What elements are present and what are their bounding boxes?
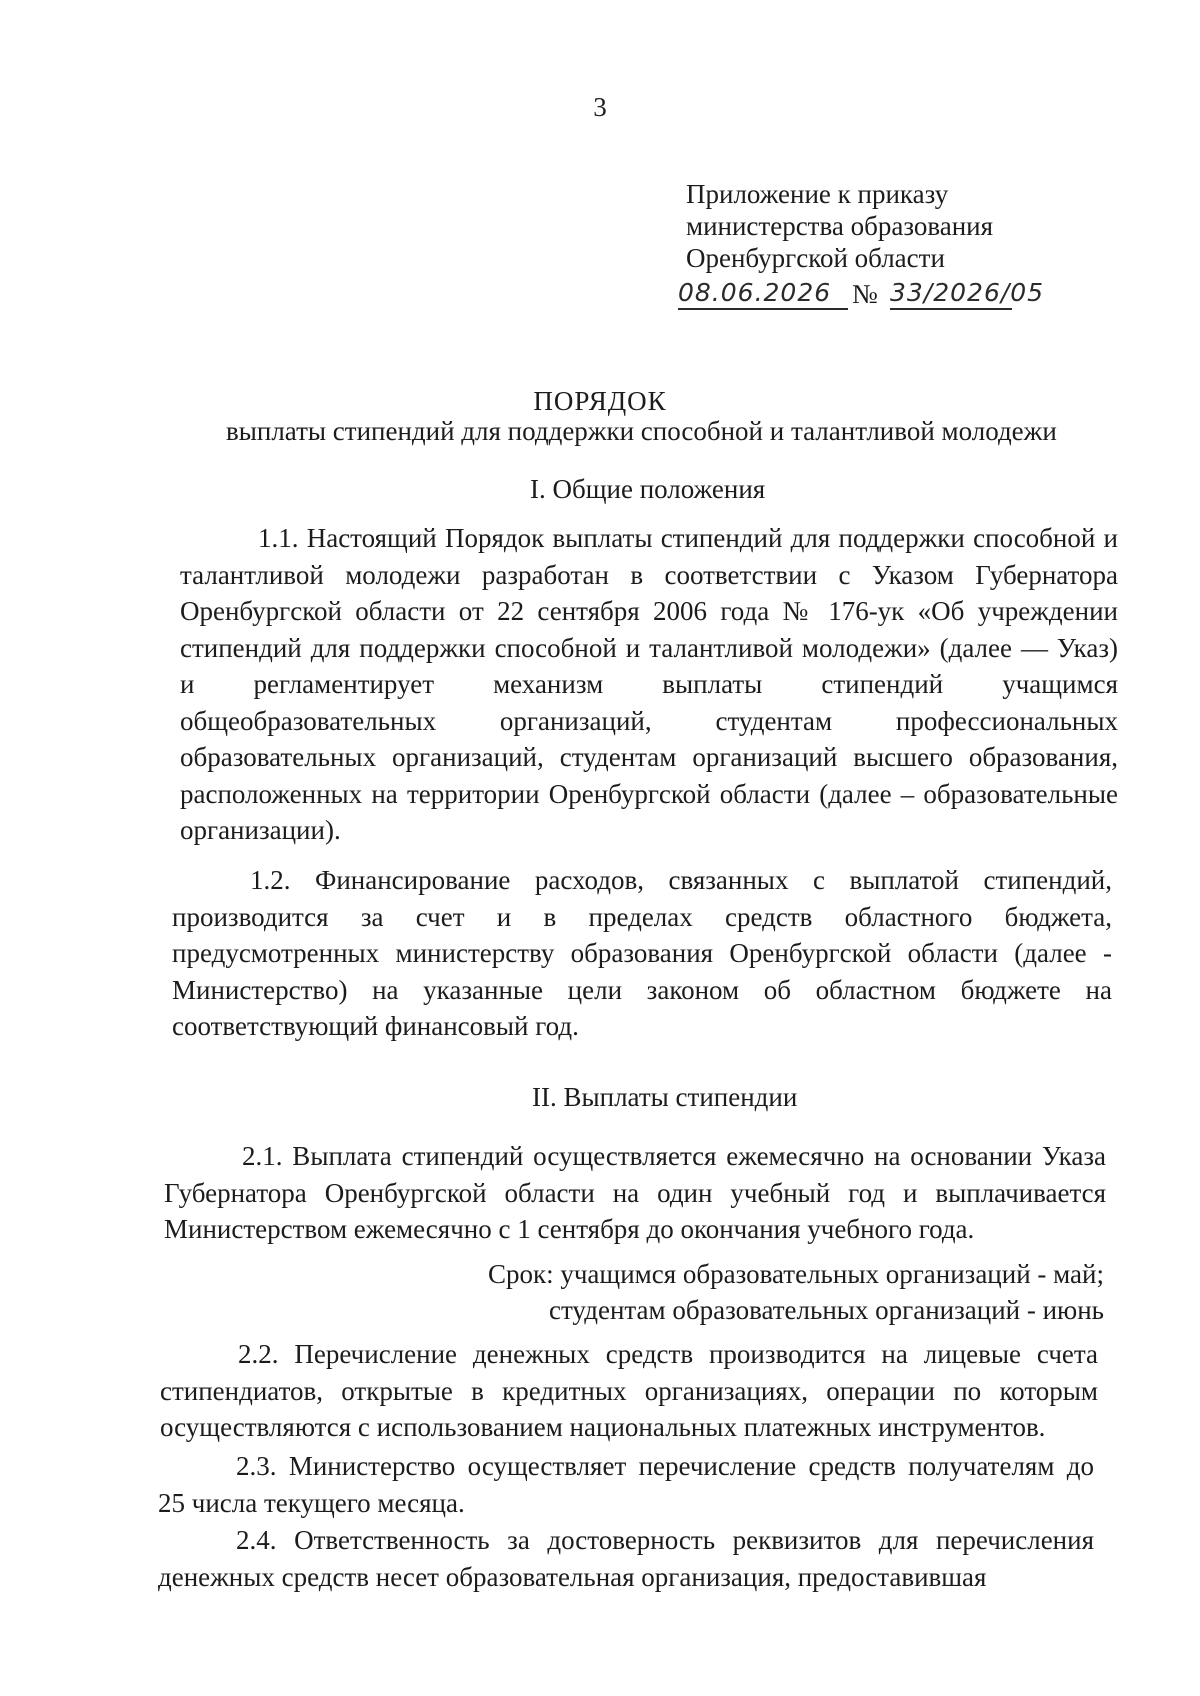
term-line-1: Срок: учащимся образовательных организаций - май; xyxy=(487,1259,1104,1289)
section-2-heading: II. Выплаты стипендии xyxy=(532,1082,798,1112)
order-reference xyxy=(678,276,1045,316)
document-subtitle: выплаты стипендий для поддержки способной и талантливой молодежи xyxy=(226,416,1057,446)
section-1-heading: I. Общие положения xyxy=(530,474,766,504)
paragraph-2-1-text: 2.1. Выплата стипендий осуществляется ежемесячно на основании Указа Губернатора Оренбургской области на один учебный год и выплачивается Министерством ежемесячно с 1 сентября до окончания учебного года. xyxy=(164,1141,1106,1244)
paragraph-2-4-text: 2.4. Ответственность за достоверность реквизитов для перечисления денежных средств несет образовательная организация, предоставившая xyxy=(158,1525,1094,1592)
page-number: 3 xyxy=(593,92,607,122)
paragraph-2-4 xyxy=(158,1522,1094,1595)
deadline-terms xyxy=(488,1256,1104,1328)
handwritten-order-number: 33/2026/05 xyxy=(890,278,1012,310)
paragraph-1-2-text: 1.2. Финансирование расходов, связанных с выплатой стипендий, производится за счет и в пределах средств областного бюджета, предусмотренных министерству образования Оренбургской области (далее - Министерство) на указанные цели законом об областном бюджете на соответствующий финансовый год. xyxy=(172,865,1112,1041)
paragraph-2-3 xyxy=(158,1448,1094,1521)
paragraph-2-2-text: 2.2. Перечисление денежных средств производится на лицевые счета стипендиатов, открытые в кредитных организациях, операции по которым осуществляются с использованием национальных платежных инструментов. xyxy=(160,1339,1098,1442)
paragraph-2-1 xyxy=(164,1138,1106,1248)
annex-line-1: Приложение к приказу xyxy=(686,179,949,209)
annex-line-2: министерства образования xyxy=(686,211,994,241)
annex-header xyxy=(678,178,1045,316)
paragraph-2-3-text: 2.3. Министерство осуществляет перечисление средств получателям до 25 числа текущего месяца. xyxy=(158,1451,1094,1518)
paragraph-1-1-text: 1.1. Настоящий Порядок выплаты стипендий для поддержки способной и талантливой молодежи разработан в соответствии с Указом Губернатора Оренбургской области от 22 сентября 2006 года № 176-ук «Об учреждении стипендий для поддержки способной и талантливой молодежи» (далее — Указ) и регламентирует механизм выплаты стипендий учащимся общеобразовательных организаций, студентам профессиональных образовательных организаций, студентам организаций высшего образования, расположенных на территории Оренбургской области (далее – образовательные организации). xyxy=(180,523,1118,845)
paragraph-1-2 xyxy=(172,862,1112,1045)
paragraph-2-2 xyxy=(160,1336,1098,1446)
term-line-2: студентам образовательных организаций - июнь xyxy=(549,1295,1104,1325)
number-sign: № xyxy=(852,279,878,309)
document-title: ПОРЯДОК xyxy=(533,386,667,416)
annex-line-3: Оренбургской области xyxy=(686,243,945,273)
paragraph-1-1 xyxy=(180,520,1118,849)
handwritten-date: 08.06.2026 xyxy=(678,278,848,310)
